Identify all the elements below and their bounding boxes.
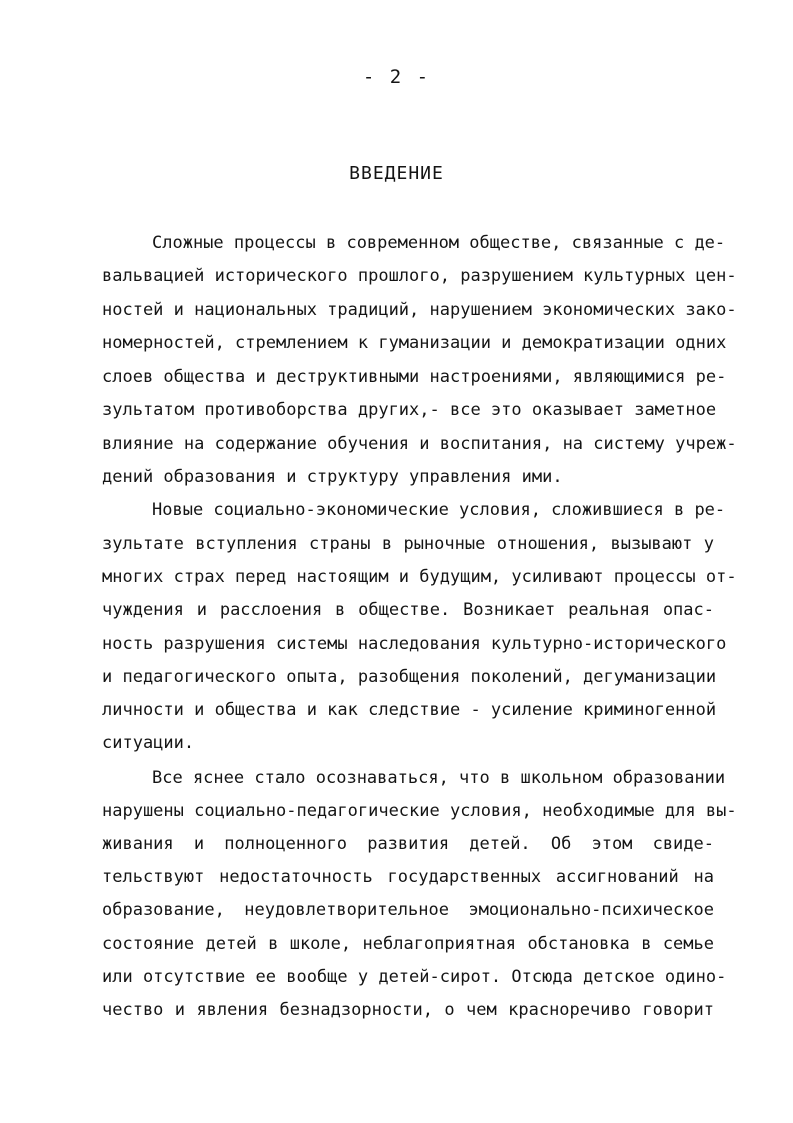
text-line: ситуации.	[102, 733, 195, 753]
text-line: ность разрушения системы наследования культурно-исторического	[102, 634, 727, 654]
text-line: нарушены социально-педагогические условия, необходимые для вы-	[102, 801, 737, 821]
text-line: номерностей, стремлением к гуманизации и демократизации одних	[102, 333, 727, 353]
text-line: дений образования и структуру управления ими.	[102, 467, 563, 487]
text-line: чуждения и расслоения в обществе. Возникает реальная опас-	[102, 600, 714, 620]
text-line: и педагогического опыта, разобщения поколений, дегуманизации	[102, 667, 717, 687]
text-line: Новые социально-экономические условия, сложившиеся в ре-	[152, 500, 726, 520]
text-line: образование, неудовлетворительное эмоционально-психическое	[102, 900, 714, 920]
text-line: личности и общества и как следствие - усиление криминогенной	[102, 700, 717, 720]
text-line: влияние на содержание обучения и воспитания, на систему учреж-	[102, 434, 737, 454]
text-line: вальвацией исторического прошлого, разрушением культурных цен-	[102, 266, 737, 286]
text-line: зультатом противоборства других,- все это оказывает заметное	[102, 400, 717, 420]
text-line: чество и явления безнадзорности, о чем красноречиво говорит	[102, 1000, 714, 1020]
text-line: или отсутствие ее вообще у детей-сирот. Отсюда детское одино-	[102, 967, 727, 987]
text-line: живания и полноценного развития детей. Об этом свиде-	[102, 834, 714, 854]
text-line: Все яснее стало осознаваться, что в школьном образовании	[152, 768, 726, 788]
page-number: - 2 -	[362, 66, 431, 88]
text-line: Сложные процессы в современном обществе, связанные с де-	[152, 233, 726, 253]
section-title: ВВЕДЕНИЕ	[349, 163, 444, 184]
text-line: слоев общества и деструктивными настроениями, являющимися ре-	[102, 367, 727, 387]
text-line: тельствуют недостаточность государственных ассигнований на	[102, 867, 714, 887]
text-line: состояние детей в школе, неблагоприятная обстановка в семье	[102, 934, 714, 954]
text-line: ностей и национальных традиций, нарушением экономических зако-	[102, 300, 737, 320]
text-line: зультате вступления страны в рыночные отношения, вызывают у	[102, 534, 714, 554]
text-line: многих страх перед настоящим и будущим, усиливают процессы от-	[102, 567, 737, 587]
